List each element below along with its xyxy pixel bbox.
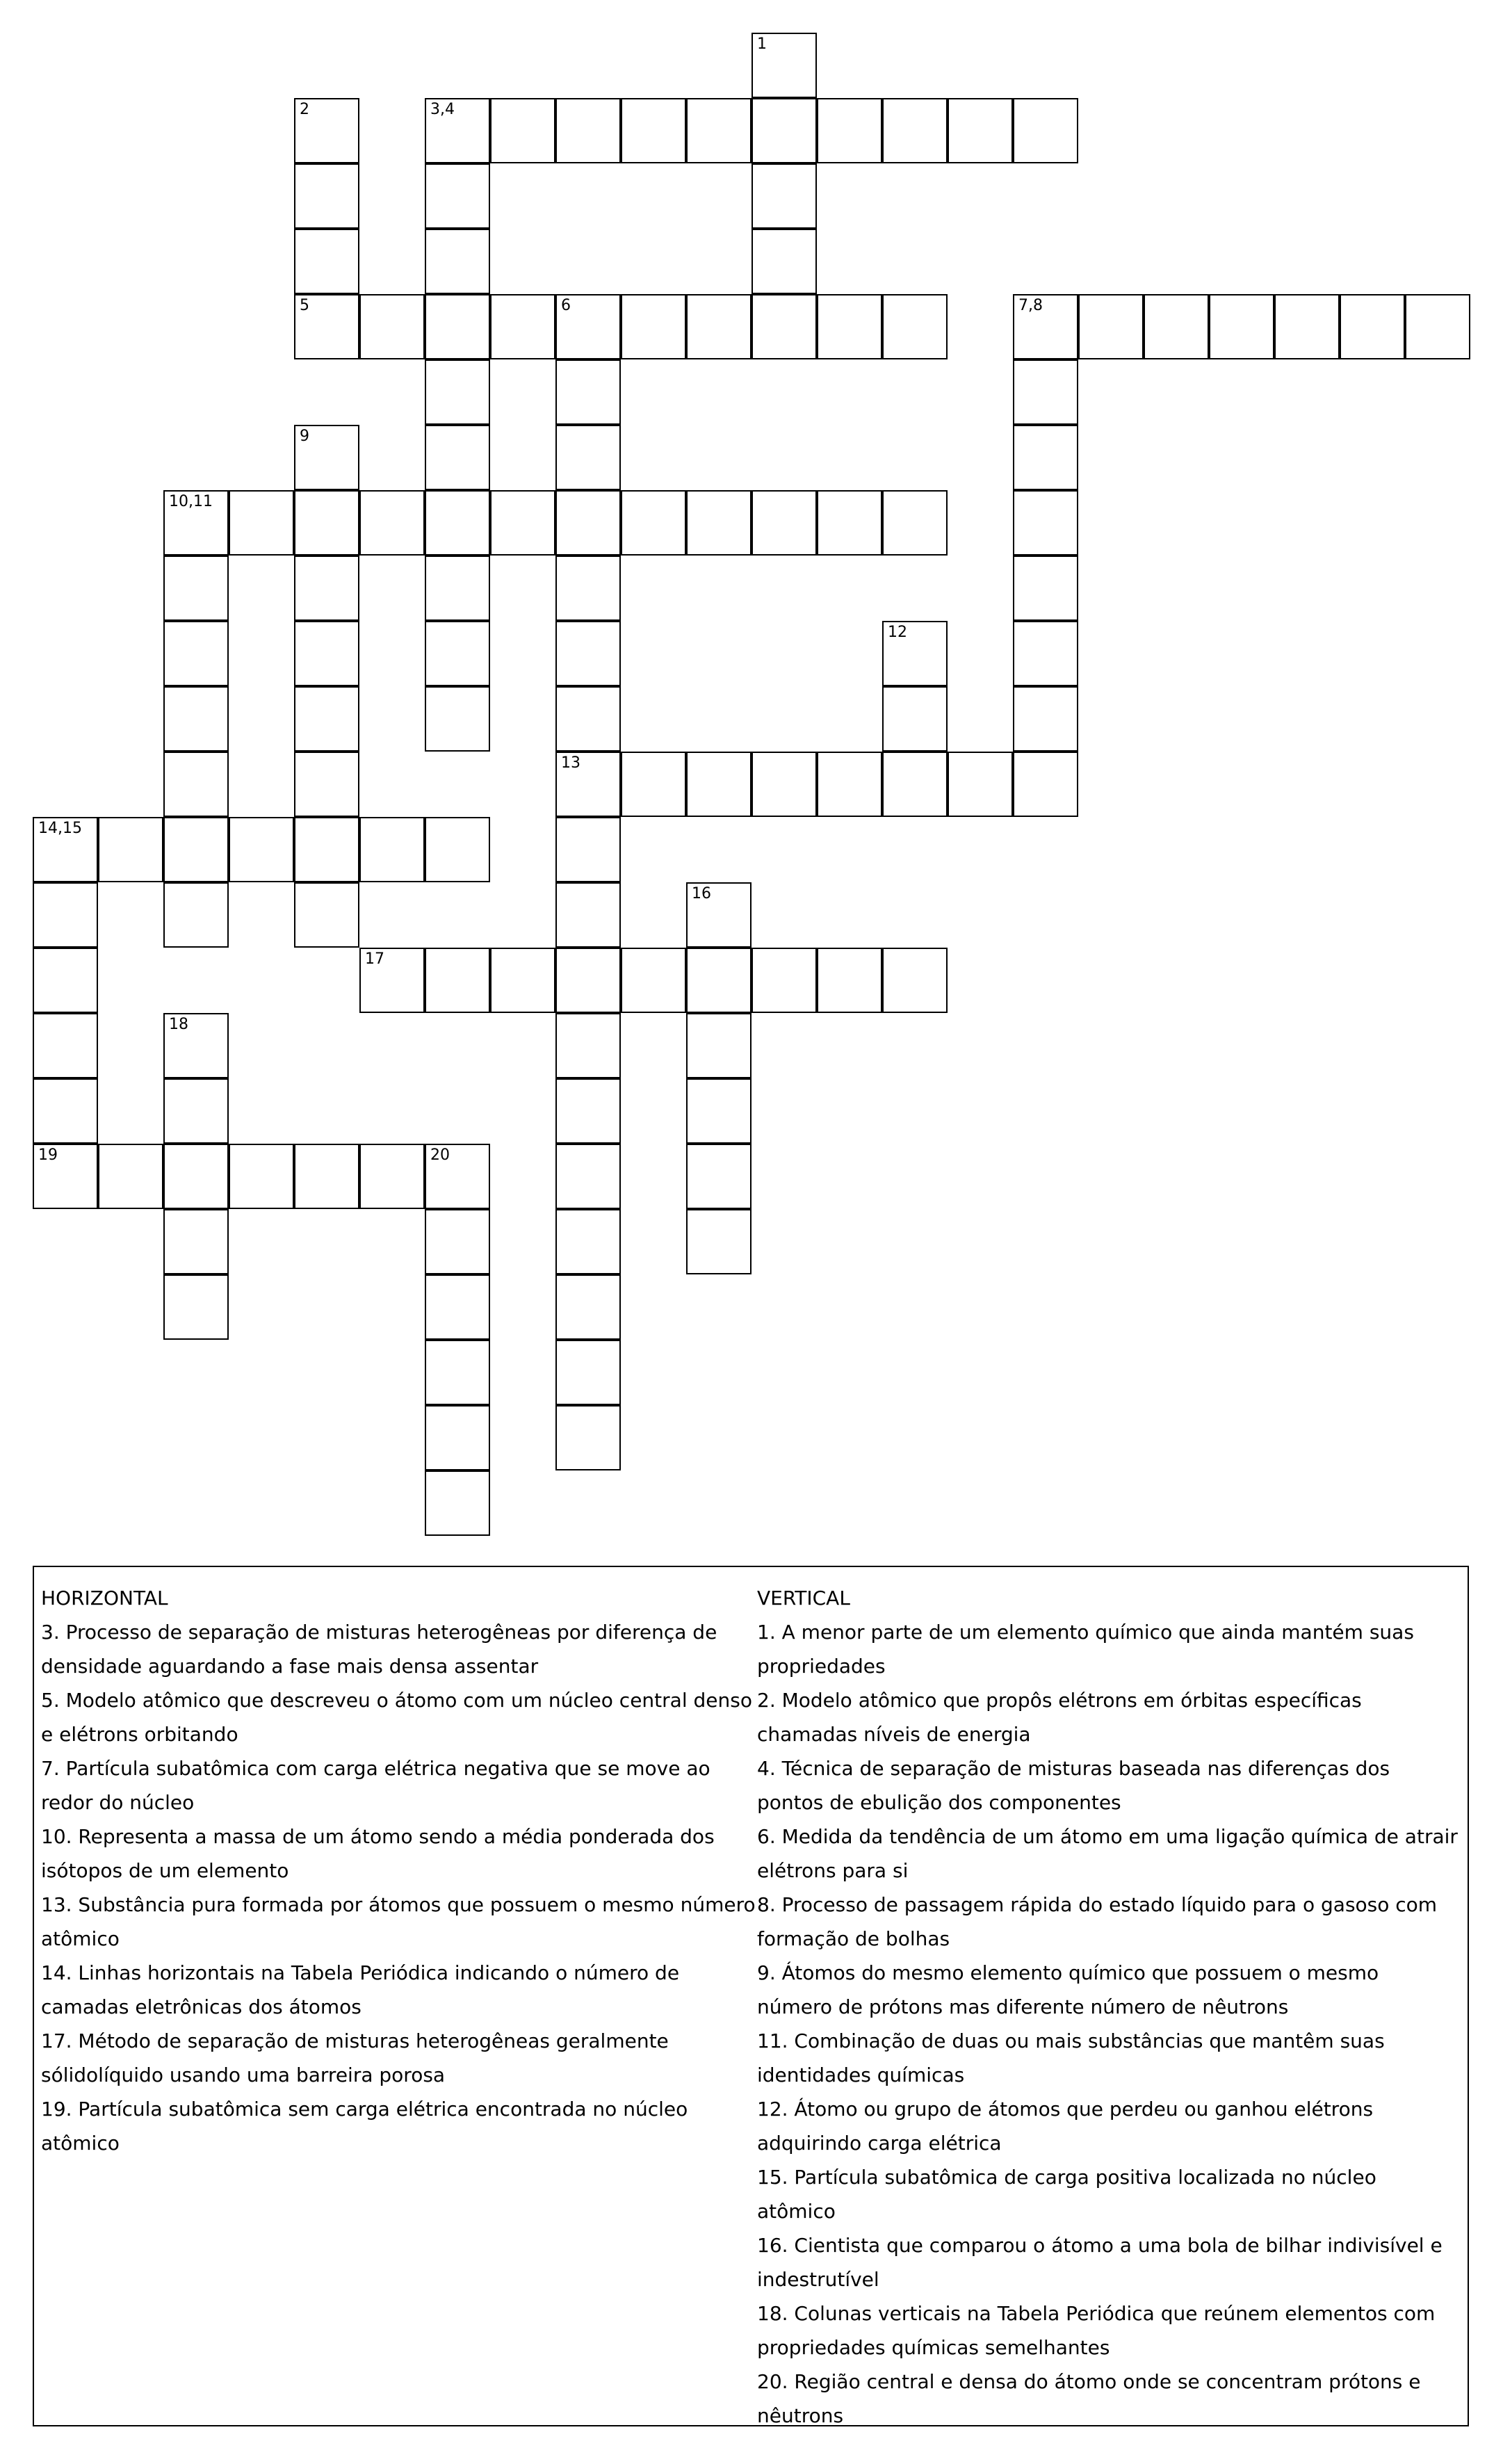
grid-cell[interactable] — [555, 359, 621, 425]
clue-number: 6 — [561, 297, 571, 314]
grid-cell[interactable] — [294, 882, 359, 948]
grid-cell[interactable] — [555, 817, 621, 882]
clue-v-8: 8. Processo de passagem rápida do estado líquido para o gasoso com formação de bolhas — [757, 1893, 1438, 1950]
grid-cell[interactable] — [425, 556, 490, 621]
grid-cell[interactable] — [294, 98, 359, 163]
grid-cell[interactable] — [555, 1274, 621, 1340]
clue-v-9: 9. Átomos do mesmo elemento químico que possuem o mesmo número de prótons mas diferente número de nêutrons — [757, 1961, 1379, 2018]
grid-cell[interactable] — [359, 294, 425, 359]
grid-cell[interactable] — [621, 490, 686, 556]
clue-number: 20 — [430, 1146, 450, 1164]
grid-cell[interactable] — [294, 1144, 359, 1209]
grid-cell[interactable] — [1013, 621, 1078, 686]
grid-cell[interactable] — [817, 98, 882, 163]
grid-cell[interactable] — [817, 294, 882, 359]
clue-h-14: 14. Linhas horizontais na Tabela Periódica indicando o número de camadas eletrônicas dos átomos — [41, 1961, 680, 2018]
grid-cell[interactable] — [294, 556, 359, 621]
grid-cell[interactable] — [425, 1340, 490, 1405]
grid-cell[interactable] — [752, 490, 817, 556]
clue-v-11: 11. Combinação de duas ou mais substâncias que mantêm suas identidades químicas — [757, 2029, 1385, 2086]
grid-cell[interactable] — [98, 1144, 163, 1209]
grid-cell[interactable] — [294, 229, 359, 294]
grid-cell[interactable] — [555, 621, 621, 686]
clue-v-20: 20. Região central e densa do átomo onde se concentram prótons e nêutrons — [757, 2370, 1421, 2427]
grid-cell[interactable] — [425, 1209, 490, 1274]
grid-cell[interactable] — [555, 425, 621, 490]
grid-cell[interactable] — [425, 98, 490, 163]
vertical-title: VERTICAL — [757, 1587, 850, 1610]
clue-number: 7,8 — [1018, 297, 1043, 314]
grid-cell[interactable] — [882, 686, 948, 752]
grid-cell[interactable] — [425, 686, 490, 752]
grid-cell[interactable] — [294, 163, 359, 229]
clue-v-12: 12. Átomo ou grupo de átomos que perdeu ou ganhou elétrons adquirindo carga elétrica — [757, 2098, 1374, 2155]
grid-cell[interactable] — [555, 1013, 621, 1078]
grid-cell[interactable] — [882, 490, 948, 556]
grid-cell[interactable] — [294, 621, 359, 686]
grid-cell[interactable] — [555, 1405, 621, 1470]
grid-cell[interactable] — [33, 1013, 98, 1078]
grid-cell[interactable] — [163, 490, 229, 556]
clues-box — [33, 1566, 1469, 2426]
grid-cell[interactable] — [163, 1209, 229, 1274]
grid-cell[interactable] — [1340, 294, 1405, 359]
grid-cell[interactable] — [425, 163, 490, 229]
grid-cell[interactable] — [686, 1209, 752, 1274]
grid-cell[interactable] — [1405, 294, 1470, 359]
grid-cell[interactable] — [1013, 359, 1078, 425]
grid-cell[interactable] — [490, 490, 555, 556]
clue-h-3: 3. Processo de separação de misturas heterogêneas por diferença de densidade aguardando a fase mais densa assentar — [41, 1621, 717, 1678]
clue-number: 3,4 — [430, 101, 455, 118]
clue-number: 5 — [300, 297, 309, 314]
grid-cell[interactable] — [359, 1144, 425, 1209]
grid-cell[interactable] — [752, 752, 817, 817]
grid-cell[interactable] — [359, 490, 425, 556]
grid-cell[interactable] — [555, 98, 621, 163]
grid-cell[interactable] — [294, 425, 359, 490]
grid-cell[interactable] — [1013, 98, 1078, 163]
grid-cell[interactable] — [294, 752, 359, 817]
grid-cell[interactable] — [490, 98, 555, 163]
grid-cell[interactable] — [817, 752, 882, 817]
grid-cell[interactable] — [555, 490, 621, 556]
grid-cell[interactable] — [621, 98, 686, 163]
grid-cell[interactable] — [33, 882, 98, 948]
clue-v-4: 4. Técnica de separação de misturas baseada nas diferenças dos pontos de ebulição dos componentes — [757, 1757, 1390, 1814]
grid-cell[interactable] — [1144, 294, 1209, 359]
grid-cell[interactable] — [294, 490, 359, 556]
grid-cell[interactable] — [229, 490, 294, 556]
grid-cell[interactable] — [425, 425, 490, 490]
grid-cell[interactable] — [425, 1470, 490, 1536]
clue-v-16: 16. Cientista que comparou o átomo a uma bola de bilhar indivisível e indestrutível — [757, 2234, 1443, 2291]
grid-cell[interactable] — [490, 948, 555, 1013]
grid-cell[interactable] — [294, 817, 359, 882]
grid-cell[interactable] — [686, 882, 752, 948]
grid-cell[interactable] — [359, 817, 425, 882]
grid-cell[interactable] — [425, 490, 490, 556]
grid-cell[interactable] — [686, 490, 752, 556]
clue-v-6: 6. Medida da tendência de um átomo em uma ligação química de atrair elétrons para si — [757, 1825, 1458, 1882]
grid-cell[interactable] — [752, 948, 817, 1013]
clue-number: 14,15 — [38, 820, 82, 837]
grid-cell[interactable] — [555, 948, 621, 1013]
clue-number: 9 — [300, 428, 309, 445]
horizontal-clues — [41, 1581, 757, 2160]
grid-cell[interactable] — [425, 294, 490, 359]
grid-cell[interactable] — [229, 817, 294, 882]
grid-cell[interactable] — [555, 1144, 621, 1209]
grid-cell[interactable] — [686, 1078, 752, 1144]
grid-cell[interactable] — [686, 294, 752, 359]
grid-cell[interactable] — [555, 1209, 621, 1274]
grid-cell[interactable] — [425, 1144, 490, 1209]
grid-cell[interactable] — [425, 1274, 490, 1340]
grid-cell[interactable] — [163, 1144, 229, 1209]
grid-cell[interactable] — [752, 294, 817, 359]
grid-cell[interactable] — [1013, 556, 1078, 621]
grid-cell[interactable] — [1013, 752, 1078, 817]
grid-cell[interactable] — [163, 1274, 229, 1340]
grid-cell[interactable] — [882, 294, 948, 359]
clue-number: 18 — [169, 1016, 188, 1033]
clue-number: 17 — [365, 950, 384, 968]
grid-cell[interactable] — [33, 1078, 98, 1144]
grid-cell[interactable] — [294, 294, 359, 359]
clue-number: 16 — [692, 885, 711, 902]
grid-cell[interactable] — [294, 686, 359, 752]
grid-cell[interactable] — [686, 948, 752, 1013]
grid-cell[interactable] — [163, 817, 229, 882]
grid-cell[interactable] — [882, 98, 948, 163]
grid-cell[interactable] — [425, 229, 490, 294]
grid-cell[interactable] — [163, 1078, 229, 1144]
clue-h-7: 7. Partícula subatômica com carga elétrica negativa que se move ao redor do núcleo — [41, 1757, 710, 1814]
grid-cell[interactable] — [359, 948, 425, 1013]
grid-cell[interactable] — [882, 621, 948, 686]
clue-h-10: 10. Representa a massa de um átomo sendo a média ponderada dos isótopos de um elemento — [41, 1825, 715, 1882]
clue-h-13: 13. Substância pura formada por átomos que possuem o mesmo número atômico — [41, 1893, 756, 1950]
clue-v-2: 2. Modelo atômico que propôs elétrons em órbitas específicas chamadas níveis de energia — [757, 1689, 1362, 1746]
grid-cell[interactable] — [686, 752, 752, 817]
grid-cell[interactable] — [425, 948, 490, 1013]
grid-cell[interactable] — [752, 229, 817, 294]
grid-cell[interactable] — [425, 1405, 490, 1470]
grid-cell[interactable] — [98, 817, 163, 882]
grid-cell[interactable] — [555, 752, 621, 817]
grid-cell[interactable] — [1013, 490, 1078, 556]
grid-cell[interactable] — [621, 752, 686, 817]
grid-cell[interactable] — [752, 98, 817, 163]
grid-cell[interactable] — [1013, 425, 1078, 490]
grid-cell[interactable] — [686, 1144, 752, 1209]
grid-cell[interactable] — [752, 33, 817, 98]
clue-number: 13 — [561, 754, 580, 772]
clue-h-19: 19. Partícula subatômica sem carga elétrica encontrada no núcleo atômico — [41, 2098, 688, 2155]
grid-cell[interactable] — [1013, 294, 1078, 359]
grid-cell[interactable] — [425, 621, 490, 686]
grid-cell[interactable] — [817, 490, 882, 556]
grid-cell[interactable] — [882, 752, 948, 817]
grid-cell[interactable] — [1209, 294, 1274, 359]
horizontal-title: HORIZONTAL — [41, 1587, 168, 1610]
grid-cell[interactable] — [555, 882, 621, 948]
grid-cell[interactable] — [163, 621, 229, 686]
grid-cell[interactable] — [163, 882, 229, 948]
grid-cell[interactable] — [33, 948, 98, 1013]
clue-h-17: 17. Método de separação de misturas heterogêneas geralmente sólidolíquido usando uma barreira porosa — [41, 2029, 669, 2086]
clue-number: 19 — [38, 1146, 58, 1164]
grid-cell[interactable] — [555, 556, 621, 621]
clue-v-1: 1. A menor parte de um elemento químico que ainda mantém suas propriedades — [757, 1621, 1414, 1678]
grid-cell[interactable] — [948, 752, 1013, 817]
grid-cell[interactable] — [555, 686, 621, 752]
grid-cell[interactable] — [621, 948, 686, 1013]
grid-cell[interactable] — [686, 98, 752, 163]
grid-cell[interactable] — [163, 556, 229, 621]
grid-cell[interactable] — [948, 98, 1013, 163]
clue-v-18: 18. Colunas verticais na Tabela Periódica que reúnem elementos com propriedades químicas semelhantes — [757, 2302, 1436, 2359]
grid-cell[interactable] — [229, 1144, 294, 1209]
clue-v-15: 15. Partícula subatômica de carga positiva localizada no núcleo atômico — [757, 2166, 1376, 2223]
grid-cell[interactable] — [752, 163, 817, 229]
grid-cell[interactable] — [33, 1144, 98, 1209]
clue-number: 2 — [300, 101, 309, 118]
grid-cell[interactable] — [425, 359, 490, 425]
clue-number: 1 — [757, 35, 767, 53]
grid-cell[interactable] — [163, 752, 229, 817]
grid-cell[interactable] — [817, 948, 882, 1013]
grid-cell[interactable] — [163, 686, 229, 752]
grid-cell[interactable] — [1013, 686, 1078, 752]
grid-cell[interactable] — [555, 294, 621, 359]
clue-h-5: 5. Modelo atômico que descreveu o átomo com um núcleo central denso e elétrons orbitando — [41, 1689, 752, 1746]
grid-cell[interactable] — [555, 1078, 621, 1144]
grid-cell[interactable] — [33, 817, 98, 882]
grid-cell[interactable] — [1078, 294, 1144, 359]
grid-cell[interactable] — [555, 1340, 621, 1405]
vertical-clues — [757, 1581, 1459, 2433]
grid-cell[interactable] — [425, 817, 490, 882]
grid-cell[interactable] — [1274, 294, 1340, 359]
clue-number: 12 — [888, 624, 907, 641]
grid-cell[interactable] — [163, 1013, 229, 1078]
grid-cell[interactable] — [686, 1013, 752, 1078]
grid-cell[interactable] — [490, 294, 555, 359]
clue-number: 10,11 — [169, 493, 213, 510]
grid-cell[interactable] — [621, 294, 686, 359]
grid-cell[interactable] — [882, 948, 948, 1013]
